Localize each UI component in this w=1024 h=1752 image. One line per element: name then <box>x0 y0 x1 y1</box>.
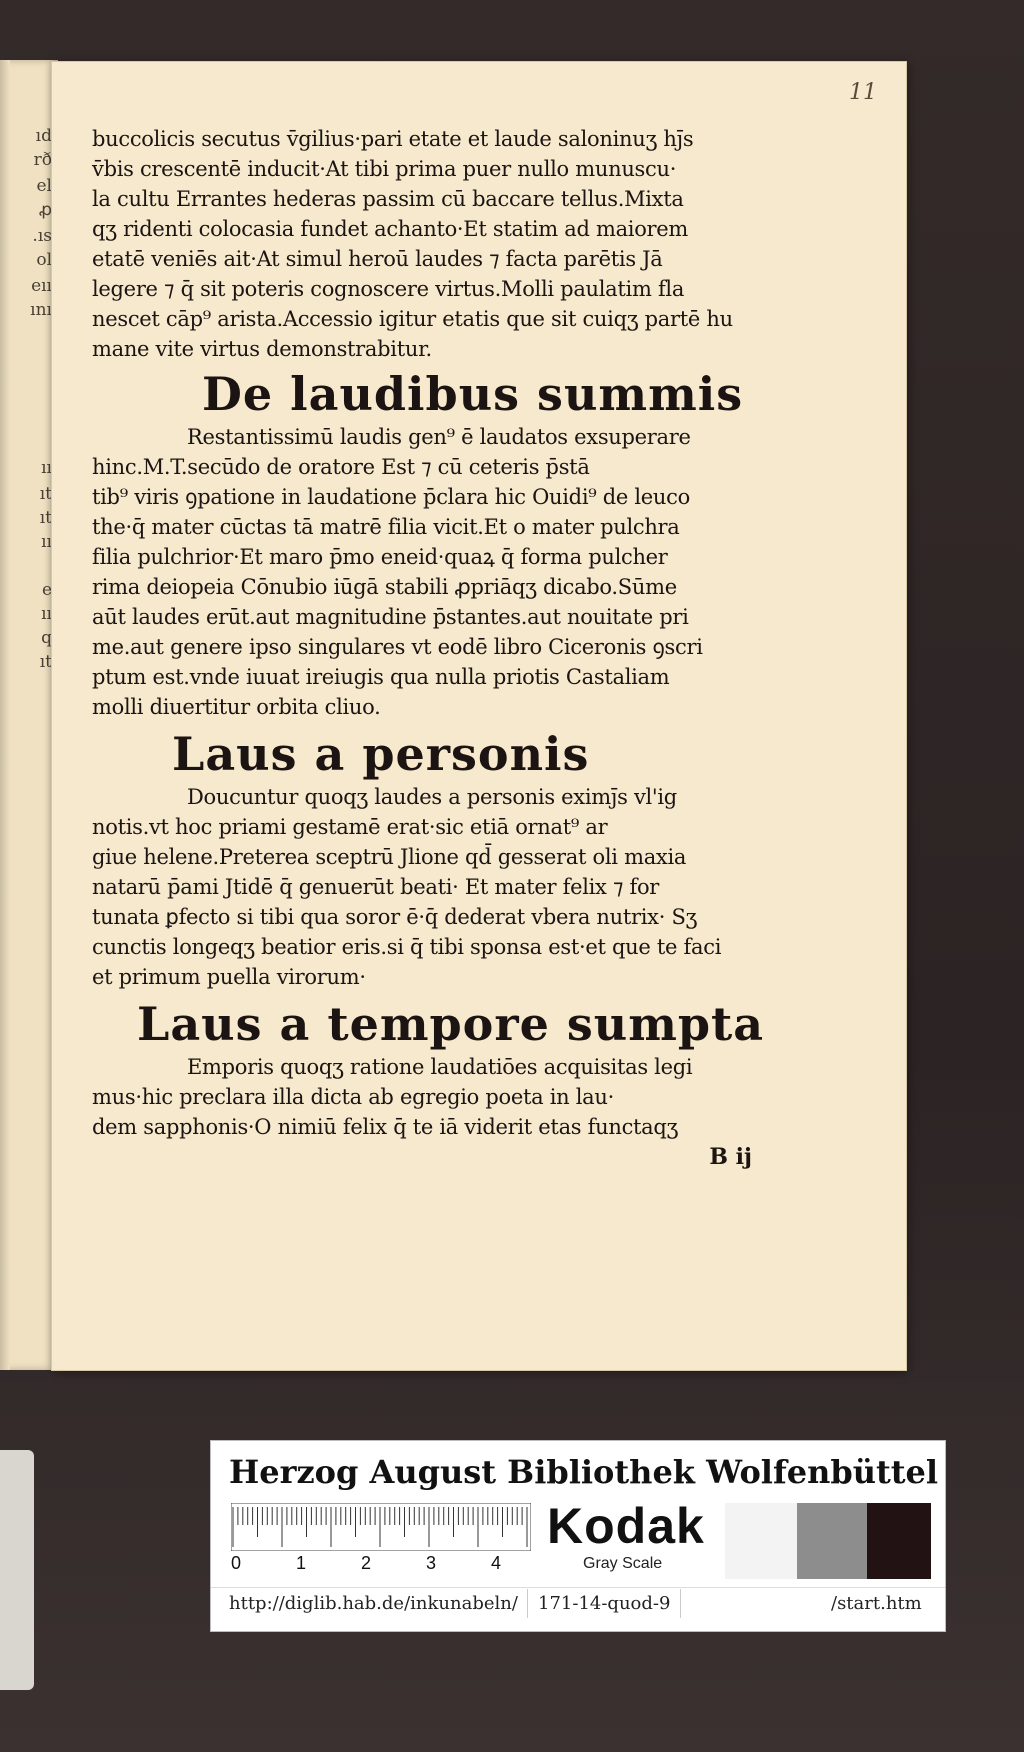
scanner-clip <box>0 1450 34 1690</box>
text-fragment: ını <box>30 300 52 320</box>
text-line: hinc.M.T.secūdo de oratore Est ⁊ cū ceteris p̄stā <box>92 455 590 479</box>
folio-number: 11 <box>849 80 877 105</box>
text-fragment: el <box>36 176 52 196</box>
ruler-number: 2 <box>361 1553 372 1573</box>
signature-mark: B ij <box>709 1144 752 1170</box>
text-line: v̄bis crescentē inducit·At tibi prima puer nullo munuscu· <box>92 157 677 181</box>
section-laus-a-tempore <box>92 1052 772 1142</box>
card-divider <box>211 1587 945 1588</box>
heading-laus-a-tempore: Laus a tempore sumpta <box>137 997 765 1051</box>
black-patch <box>867 1503 931 1579</box>
ruler-number: 1 <box>296 1553 307 1573</box>
text-line: aūt laudes erūt.aut magnitudine p̄stantes.aut nouitate pri <box>92 605 689 629</box>
text-fragment: rð <box>33 150 52 170</box>
text-line: cunctis longeqʒ beatior eris.si q̄ tibi sponsa est·et que te faci <box>92 935 722 959</box>
ruler-labels <box>231 1553 531 1573</box>
text-fragment: ꝓ <box>38 200 52 220</box>
url-identifier: 171-14-quod-9 <box>527 1589 681 1618</box>
library-title: Herzog August Bibliothek Wolfenbüttel <box>229 1453 939 1491</box>
ruler-number: 3 <box>426 1553 437 1573</box>
text-fragment: ıı <box>41 532 52 552</box>
text-fragment: ıt <box>39 508 52 528</box>
text-line: notis.vt hoc priami gestamē erat·sic etiā ornat⁹ ar <box>92 815 608 839</box>
text-line: me.aut genere ipso singulares vt eodē libro Ciceronis ꝯscri <box>92 635 703 659</box>
book-page <box>52 62 906 1370</box>
heading-laus-a-personis: Laus a personis <box>172 727 590 781</box>
text-line: etatē veniēs ait·At simul heroū laudes ⁊ facta parētis Jā <box>92 247 663 271</box>
gray-patch <box>797 1503 867 1579</box>
gray-scale-label: Gray Scale <box>583 1555 663 1572</box>
text-fragment: ıt <box>39 652 52 672</box>
text-line: la cultu Errantes hederas passim cū baccare tellus.Mixta <box>92 187 684 211</box>
text-line: ptum est.vnde iuuat ireiugis qua nulla priotis Castaliam <box>92 665 670 689</box>
text-line: Restantissimū laudis gen⁹ ē laudatos exsuperare <box>187 425 691 449</box>
text-fragment: q <box>41 628 52 648</box>
text-line: Emporis quoqʒ ratione laudatiōes acquisitas legi <box>187 1055 693 1079</box>
white-patch <box>725 1503 797 1579</box>
text-line: nescet cāp⁹ arista.Accessio igitur etatis que sit cuiqʒ partē hu <box>92 307 733 331</box>
page-text <box>92 124 772 1172</box>
text-line: natarū p̄ami Jtidē q̄ genuerūt beati· Et mater felix ⁊ for <box>92 875 660 899</box>
page-gutter <box>0 60 10 1370</box>
text-fragment: ıd <box>35 126 52 146</box>
ruler-scale <box>231 1503 531 1551</box>
text-line: filia pulchrior·Et maro p̄mo eneid·quaꝝ q̄ forma pulcher <box>92 545 668 569</box>
kodak-logo: Kodak <box>547 1498 705 1554</box>
url-end: /start.htm <box>831 1593 922 1614</box>
text-fragment: eıı <box>31 276 52 296</box>
previous-page-edge <box>0 60 58 1370</box>
text-fragment: ıt <box>39 484 52 504</box>
text-fragment: .ıs <box>32 226 52 246</box>
text-line: legere ⁊ q̄ sit poteris cognoscere virtus.Molli paulatim fla <box>92 277 685 301</box>
text-fragment: ıı <box>41 604 52 624</box>
text-line: giue helene.Preterea sceptrū Jlione qd̄ gesserat oli maxia <box>92 845 687 869</box>
ruler-number: 4 <box>491 1553 502 1573</box>
text-line: et primum puella virorum· <box>92 965 366 989</box>
text-line: qʒ ridenti colocasia fundet achanto·Et statim ad maiorem <box>92 217 689 241</box>
section-de-laudibus-summis <box>92 422 772 722</box>
text-line: mane vite virtus demonstrabitur. <box>92 337 432 361</box>
ruler-number: 0 <box>231 1553 242 1573</box>
text-line: the·q̄ mater cūctas tā matrē filia vicit.Et o mater pulchra <box>92 515 680 539</box>
text-line: Doucuntur quoqʒ laudes a personis eximȷ̄s vl'ig <box>187 785 677 809</box>
text-line: molli diuertitur orbita cliuo. <box>92 695 381 719</box>
text-line: mus·hic preclara illa dicta ab egregio poeta in lau· <box>92 1085 614 1109</box>
text-line: rima deiopeia Cōnubio iūgā stabili ꝓpriāqʒ dicabo.Sūme <box>92 575 677 599</box>
intro-paragraph <box>92 124 772 364</box>
text-fragment: ol <box>36 250 52 270</box>
text-line: buccolicis secutus v̄gilius·pari etate et laude saloninuʒ hȷ̄s <box>92 127 694 151</box>
text-line: tunata ꝑfecto si tibi qua soror ē·q̄ dederat vbera nutrix· Sʒ <box>92 905 698 929</box>
text-line: dem sapphonis·O nimiū felix q̄ te iā viderit etas functaqʒ <box>92 1115 679 1139</box>
section-laus-a-personis <box>92 782 772 992</box>
url-base: http://diglib.hab.de/inkunabeln/ <box>229 1593 518 1614</box>
heading-de-laudibus-summis: De laudibus summis <box>202 367 744 421</box>
text-fragment: ıı <box>41 458 52 478</box>
color-target-card <box>210 1440 946 1632</box>
text-fragment: e <box>41 580 52 600</box>
text-line: tib⁹ viris ꝯpatione in laudatione p̄clara hic Ouidi⁹ de leuco <box>92 485 690 509</box>
